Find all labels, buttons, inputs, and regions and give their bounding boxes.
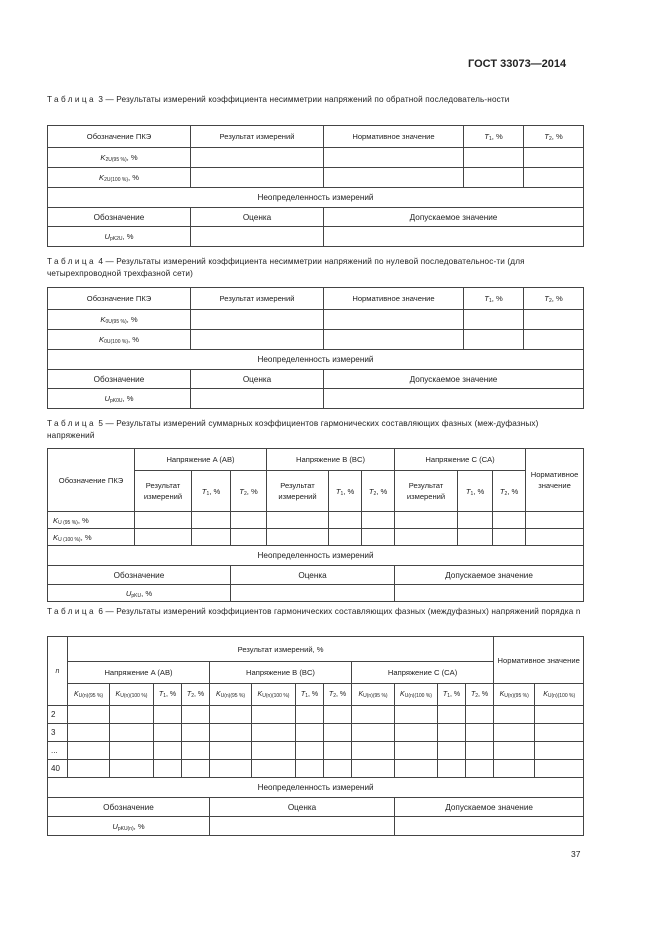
table-row	[48, 529, 584, 546]
uncertainty-row	[48, 546, 584, 566]
unc-allowed-header: Допускаемое значение	[395, 798, 584, 817]
unc-designation-cell: UpKU, %	[48, 585, 231, 602]
normative-header: Нормативное значение	[494, 637, 584, 684]
uncertainty-row	[48, 350, 584, 370]
table4-caption	[47, 256, 583, 280]
caption-text: 6 — Результаты измерений коэффициентов гармонических составляющих фазных (междуфазных) напряжений порядка n	[95, 607, 581, 616]
result-header: Результат измерений	[191, 126, 324, 148]
pke-cell: K2U(95 %), %	[48, 148, 191, 168]
pke-header: Обозначение ПКЭ	[48, 288, 191, 310]
table-row	[48, 724, 584, 742]
uncertainty-header-row	[48, 370, 584, 389]
unc-designation-cell: UpK0U, %	[48, 389, 191, 409]
result-header: Результат измерений, %	[68, 637, 494, 662]
caption-text: 4 — Результаты измерений коэффициента несимметрии напряжений по нулевой последовательнос-ти (для четырехпроводной трехфазной сети)	[47, 257, 525, 278]
t2-header: T2, %	[524, 288, 584, 310]
phase-c-header: Напряжение C (CA)	[352, 662, 494, 684]
k-c-100-header: KU(n)(100 %)	[395, 684, 438, 706]
t1-header: T1, %	[438, 684, 466, 706]
k-c-95-header: KU(n)(95 %)	[352, 684, 395, 706]
pke-cell: K2U(100 %), %	[48, 168, 191, 188]
normative-header: Нормативное значение	[526, 449, 584, 512]
table5-caption	[47, 418, 583, 442]
uncertainty-value-row	[48, 227, 584, 247]
normative-header: Нормативное значение	[324, 288, 464, 310]
n-cell: 2	[48, 706, 68, 724]
k-a-95-header: KU(n)(95 %)	[68, 684, 110, 706]
t2-header: T2, %	[524, 126, 584, 148]
n-cell: 3	[48, 724, 68, 742]
t2-header: T2, %	[324, 684, 352, 706]
unc-estimate-header: Оценка	[231, 566, 395, 585]
k-norm-100-header: KU(n)(100 %)	[535, 684, 584, 706]
t1-header: T1, %	[296, 684, 324, 706]
caption-text: 3 — Результаты измерений коэффициента несимметрии напряжений по обратной последователь-ности	[95, 95, 510, 104]
t2-header: T2, %	[362, 471, 395, 512]
table4	[47, 287, 584, 409]
pke-cell: K0U(95 %), %	[48, 310, 191, 330]
unc-allowed-header: Допускаемое значение	[324, 208, 584, 227]
result-header: Результат измерений	[267, 471, 329, 512]
uncertainty-value-row	[48, 817, 584, 836]
phase-c-header: Напряжение C (CA)	[395, 449, 526, 471]
t2-header: T2, %	[466, 684, 494, 706]
uncertainty-value-row	[48, 389, 584, 409]
uncertainty-heading: Неопределенность измерений	[48, 350, 584, 370]
table-subheader-row	[48, 684, 584, 706]
table-row	[48, 512, 584, 529]
unc-allowed-header: Допускаемое значение	[324, 370, 584, 389]
pke-cell: K0U(100 %), %	[48, 330, 191, 350]
table-header-row	[48, 288, 584, 310]
phase-b-header: Напряжение B (BC)	[210, 662, 352, 684]
n-header: n	[48, 637, 68, 706]
phase-a-header: Напряжение A (AB)	[135, 449, 267, 471]
unc-allowed-header: Допускаемое значение	[395, 566, 584, 585]
uncertainty-value-row	[48, 585, 584, 602]
n-cell: 40	[48, 760, 68, 778]
table5	[47, 448, 584, 602]
uncertainty-heading: Неопределенность измерений	[48, 546, 584, 566]
page-number: 37	[571, 849, 581, 859]
pke-cell: KU (100 %), %	[48, 529, 135, 546]
uncertainty-heading: Неопределенность измерений	[48, 188, 584, 208]
t1-header: T1, %	[464, 288, 524, 310]
table-row	[48, 742, 584, 760]
table-row	[48, 330, 584, 350]
standard-number: ГОСТ 33073—2014	[468, 58, 567, 70]
table3	[47, 125, 584, 247]
t2-header: T2, %	[493, 471, 526, 512]
result-header: Результат измерений	[191, 288, 324, 310]
t1-header: T1, %	[458, 471, 493, 512]
table-row	[48, 148, 584, 168]
uncertainty-header-row	[48, 208, 584, 227]
result-header: Результат измерений	[135, 471, 192, 512]
k-a-100-header: KU(n)(100 %)	[110, 684, 154, 706]
unc-designation-header: Обозначение	[48, 208, 191, 227]
unc-designation-cell: UpK2U, %	[48, 227, 191, 247]
table-row	[48, 760, 584, 778]
pke-header: Обозначение ПКЭ	[48, 126, 191, 148]
t1-header: T1, %	[464, 126, 524, 148]
unc-designation-header: Обозначение	[48, 566, 231, 585]
caption-word: Таблица	[47, 257, 96, 266]
table3-caption	[47, 94, 583, 106]
table-header-row	[48, 449, 584, 471]
unc-designation-header: Обозначение	[48, 370, 191, 389]
t1-header: T1, %	[154, 684, 182, 706]
phase-b-header: Напряжение B (BC)	[267, 449, 395, 471]
t1-header: T1, %	[329, 471, 362, 512]
phase-a-header: Напряжение A (AB)	[68, 662, 210, 684]
table6	[47, 636, 584, 836]
table-row	[48, 168, 584, 188]
normative-header: Нормативное значение	[324, 126, 464, 148]
k-b-100-header: KU(n)(100 %)	[252, 684, 296, 706]
uncertainty-row	[48, 778, 584, 798]
table-header-row	[48, 126, 584, 148]
unc-estimate-header: Оценка	[210, 798, 395, 817]
caption-word: Таблица	[47, 95, 96, 104]
table-header-row	[48, 637, 584, 662]
caption-word: Таблица	[47, 419, 96, 428]
table-row	[48, 706, 584, 724]
caption-word: Таблица	[47, 607, 96, 616]
pke-header: Обозначение ПКЭ	[48, 449, 135, 512]
k-norm-95-header: KU(n)(95 %)	[494, 684, 535, 706]
uncertainty-heading: Неопределенность измерений	[48, 778, 584, 798]
unc-designation-cell: UpKU(n), %	[48, 817, 210, 836]
k-b-95-header: KU(n)(95 %)	[210, 684, 252, 706]
table-row	[48, 310, 584, 330]
pke-cell: KU (95 %), %	[48, 512, 135, 529]
uncertainty-row	[48, 188, 584, 208]
unc-estimate-header: Оценка	[191, 208, 324, 227]
t1-header: T1, %	[192, 471, 231, 512]
table6-caption	[47, 606, 583, 618]
uncertainty-header-row	[48, 566, 584, 585]
unc-estimate-header: Оценка	[191, 370, 324, 389]
unc-designation-header: Обозначение	[48, 798, 210, 817]
caption-text: 5 — Результаты измерений суммарных коэффициентов гармонических составляющих фазных (меж-дуфазных) напряжений	[47, 419, 539, 440]
uncertainty-header-row	[48, 798, 584, 817]
t2-header: T2, %	[231, 471, 267, 512]
result-header: Результат измерений	[395, 471, 458, 512]
t2-header: T2, %	[182, 684, 210, 706]
n-cell: ...	[48, 742, 68, 760]
